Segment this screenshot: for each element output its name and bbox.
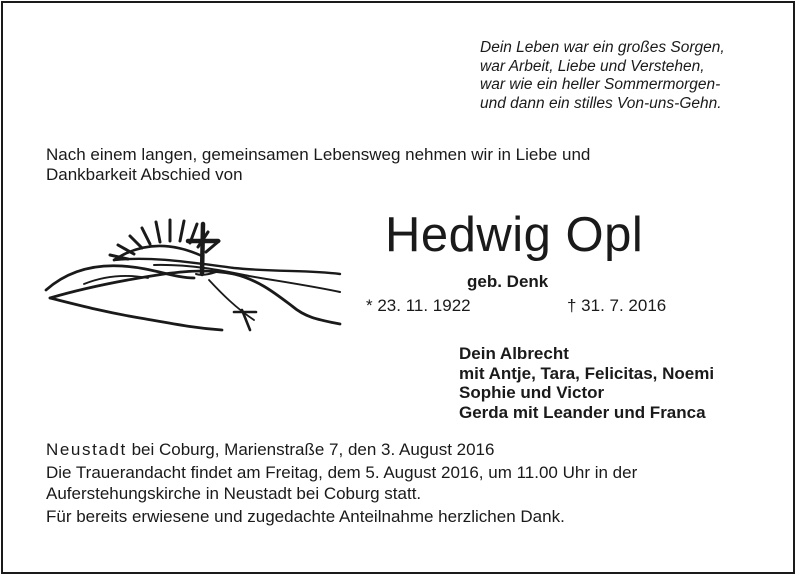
death-date: † 31. 7. 2016 [567,296,667,315]
thanks-line: Für bereits erwiesene und zugedachte Anteilnahme herzlichen Dank. [46,507,565,526]
birth-date: * 23. 11. 1922 [366,296,471,315]
service-line: Die Trauerandacht findet am Freitag, dem 5. August 2016, um 11.00 Uhr in der [46,463,638,482]
service-line: Auferstehungskirche in Neustadt bei Coburg statt. [46,484,422,503]
address-line [46,439,766,460]
family-line: Dein Albrecht [459,344,569,363]
poem-line: war wie ein heller Sommermorgen- [480,76,721,94]
poem-line: war Arbeit, Liebe und Verstehen, [480,57,705,75]
family-line: mit Antje, Tara, Felicitas, Noemi [459,363,715,383]
place-name: Neustadt [46,440,127,459]
intro-line: Nach einem langen, gemeinsamen Lebensweg nehmen wir in Liebe und [46,145,591,164]
poem [480,39,780,113]
maiden-name: geb. Denk [467,272,549,291]
family-signature [459,344,714,422]
intro-text [46,145,746,184]
family-line: Sophie und Victor [459,383,605,403]
family-line: Gerda mit Leander und Franca [459,402,706,422]
footer [46,439,766,527]
intro-line: Dankbarkeit Abschied von [46,164,243,184]
sunrise-hills-cross-icon [44,208,344,340]
deceased-name: Hedwig Opl [385,208,644,262]
poem-line: Dein Leben war ein großes Sorgen, [480,39,725,56]
address-rest: bei Coburg, Marienstraße 7, den 3. August 2016 [126,440,495,459]
poem-line: und dann ein stilles Von-uns-Gehn. [480,94,722,112]
